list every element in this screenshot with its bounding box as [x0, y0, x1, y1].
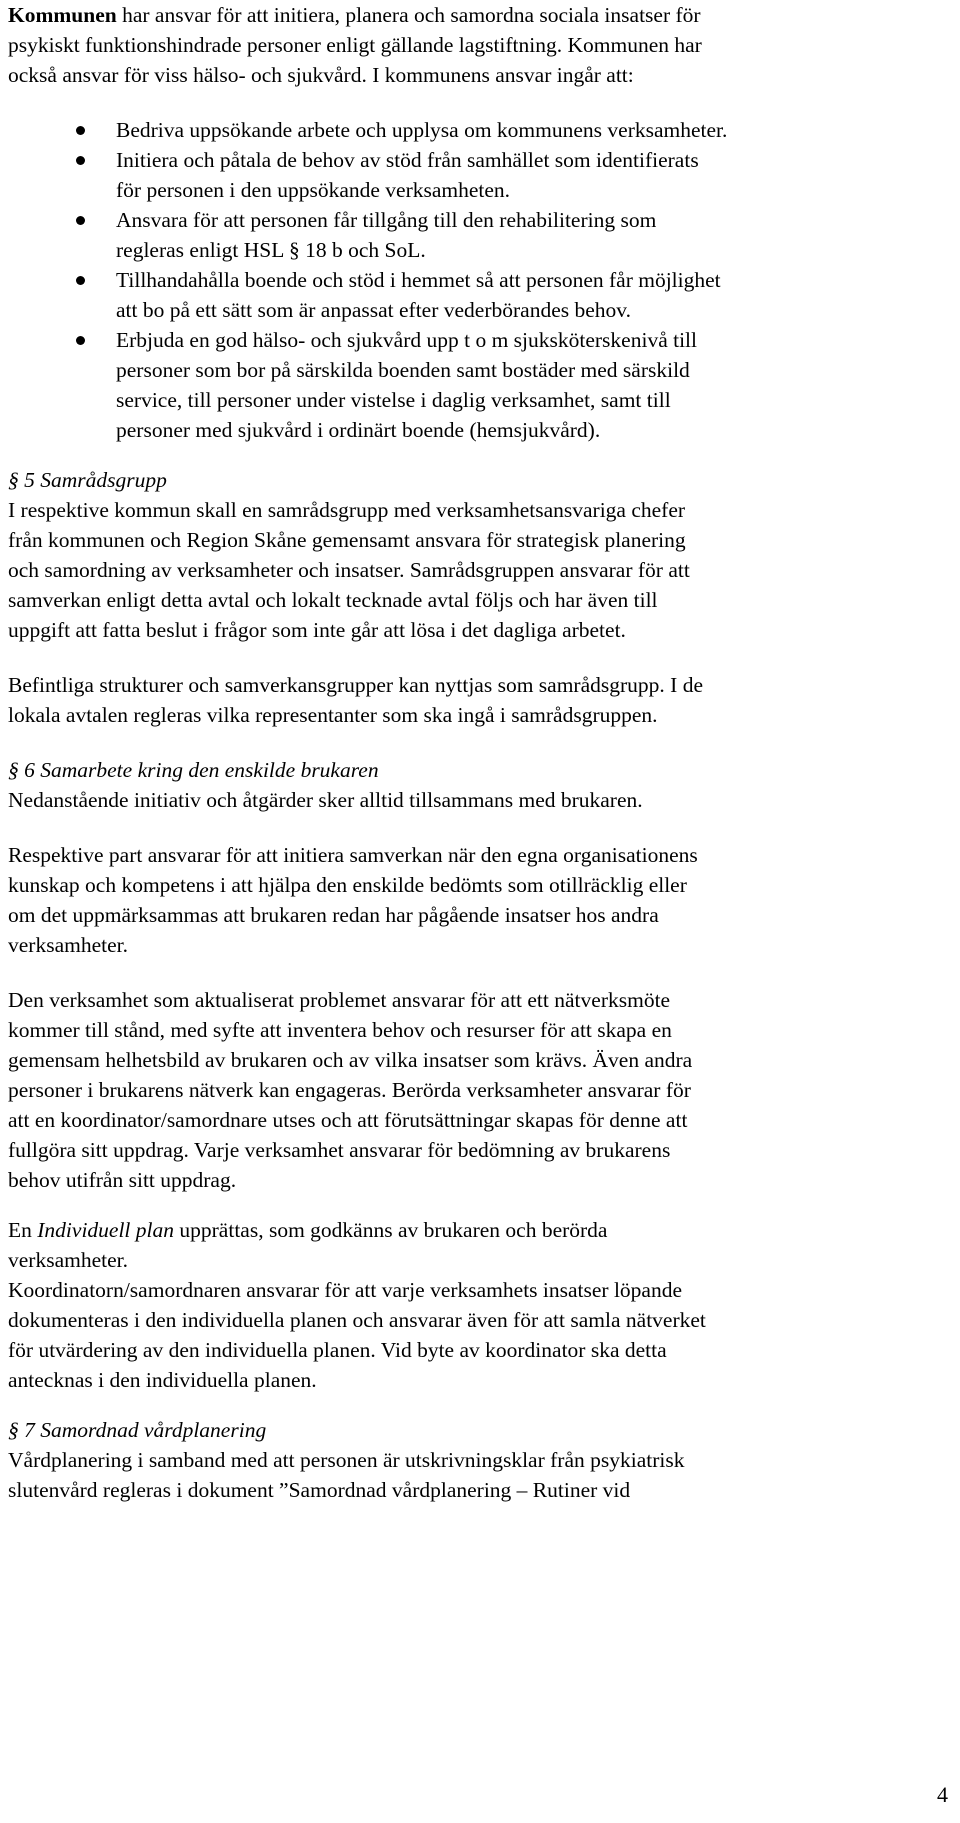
- bullet-5-line-4: personer med sjukvård i ordinärt boende (hemsjukvård).: [116, 418, 601, 442]
- section-6-para-2-line: personer i brukarens nätverk kan engageras. Berörda verksamheter ansvarar för: [8, 1078, 691, 1102]
- bullet-dot: [76, 126, 85, 135]
- bullet-dot: [76, 156, 85, 165]
- section-5-para-1-line: I respektive kommun skall en samrådsgrupp med verksamhetsansvariga chefer: [8, 498, 686, 522]
- section-6-para-2-line: behov utifrån sitt uppdrag.: [8, 1168, 237, 1192]
- individual-plan-post: upprättas, som godkänns av brukaren och berörda: [174, 1218, 608, 1242]
- section-6-para-1-line: kunskap och kompetens i att hjälpa den enskilde bedömts som otillräcklig eller: [8, 873, 687, 897]
- bullet-5-line-2: personer som bor på särskilda boenden samt bostäder med särskild: [116, 358, 690, 382]
- bullet-3-line-2: regleras enligt HSL § 18 b och SoL.: [116, 238, 426, 262]
- bullet-5-line-1: Erbjuda en god hälso- och sjukvård upp t o m sjuksköterskenivå till: [116, 328, 698, 352]
- individual-plan-term: Individuell plan: [37, 1218, 175, 1242]
- intro-line-1: [8, 0, 701, 30]
- section-5-heading: § 5 Samrådsgrupp: [8, 468, 167, 492]
- bullet-dot: [76, 276, 85, 285]
- section-7-heading: § 7 Samordnad vårdplanering: [8, 1418, 267, 1442]
- section-6-para-2-line: gemensam helhetsbild av brukaren och av vilka insatser som krävs. Även andra: [8, 1048, 693, 1072]
- section-6-para-2-line: Den verksamhet som aktualiserat problemet ansvarar för att ett nätverksmöte: [8, 988, 671, 1012]
- page-number: 4: [937, 1782, 948, 1807]
- bullet-4-line-1: Tillhandahålla boende och stöd i hemmet så att personen får möjlighet: [116, 268, 721, 292]
- section-6-heading: § 6 Samarbete kring den enskilde brukaren: [8, 758, 379, 782]
- intro-line-1-text: har ansvar för att initiera, planera och samordna sociala insatser för: [116, 3, 701, 27]
- section-6-para-2-line: fullgöra sitt uppdrag. Varje verksamhet ansvarar för bedömning av brukarens: [8, 1138, 671, 1162]
- section-6-para-1-line: Respektive part ansvarar för att initiera samverkan när den egna organisationens: [8, 843, 698, 867]
- section-5-para-1-line: uppgift att fatta beslut i frågor som inte går att lösa i det dagliga arbetet.: [8, 618, 626, 642]
- individual-plan-line-2: verksamheter.: [8, 1248, 128, 1272]
- section-6-para-1-line: om det uppmärksammas att brukaren redan har pågående insatser hos andra: [8, 903, 659, 927]
- bullet-3-line-1: Ansvara för att personen får tillgång till den rehabilitering som: [116, 208, 657, 232]
- section-6-para-2-line: kommer till stånd, med syfte att inventera behov och resurser för att skapa en: [8, 1018, 672, 1042]
- bullet-dot: [76, 336, 85, 345]
- intro-line-3: också ansvar för viss hälso- och sjukvård. I kommunens ansvar ingår att:: [8, 63, 634, 87]
- section-6-para-3-line: antecknas i den individuella planen.: [8, 1368, 317, 1392]
- section-6-para-1-line: verksamheter.: [8, 933, 128, 957]
- section-5-para-2-line: Befintliga strukturer och samverkansgrupper kan nyttjas som samrådsgrupp. I de: [8, 673, 703, 697]
- section-6-para-3-line: dokumenteras i den individuella planen och ansvarar även för att samla nätverket: [8, 1308, 706, 1332]
- bullet-1-line-1: Bedriva uppsökande arbete och upplysa om kommunens verksamheter.: [116, 118, 728, 142]
- section-7-line: Vårdplanering i samband med att personen är utskrivningsklar från psykiatrisk: [8, 1448, 685, 1472]
- individual-plan-pre: En: [8, 1218, 38, 1242]
- bullet-2-line-1: Initiera och påtala de behov av stöd från samhället som identifierats: [116, 148, 699, 172]
- bullet-dot: [76, 216, 85, 225]
- section-5-para-2-line: lokala avtalen regleras vilka representanter som ska ingå i samrådsgruppen.: [8, 703, 658, 727]
- section-5-para-1-line: samverkan enligt detta avtal och lokalt tecknade avtal följs och har även till: [8, 588, 658, 612]
- section-6-intro-line: Nedanstående initiativ och åtgärder sker alltid tillsammans med brukaren.: [8, 788, 643, 812]
- bullet-2-line-2: för personen i den uppsökande verksamheten.: [116, 178, 511, 202]
- bullet-4-line-2: att bo på ett sätt som är anpassat efter vederbörandes behov.: [116, 298, 632, 322]
- bullet-5-line-3: service, till personer under vistelse i daglig verksamhet, samt till: [116, 388, 671, 412]
- section-5-para-1-line: från kommunen och Region Skåne gemensamt ansvara för strategisk planering: [8, 528, 686, 552]
- section-5-para-1-line: och samordning av verksamheter och insatser. Samrådsgruppen ansvarar för att: [8, 558, 690, 582]
- section-6-para-3-line: Koordinatorn/samordnaren ansvarar för att varje verksamhets insatser löpande: [8, 1278, 683, 1302]
- individual-plan-line: [8, 1215, 607, 1245]
- intro-line-2: psykiskt funktionshindrade personer enligt gällande lagstiftning. Kommunen har: [8, 33, 702, 57]
- section-7-line: slutenvård regleras i dokument ”Samordnad vårdplanering – Rutiner vid: [8, 1478, 631, 1502]
- section-6-para-2-line: att en koordinator/samordnare utses och att förutsättningar skapas för denne att: [8, 1108, 688, 1132]
- section-6-para-3-line: för utvärdering av den individuella planen. Vid byte av koordinator ska detta: [8, 1338, 667, 1362]
- intro-bold-lead: Kommunen: [8, 3, 117, 27]
